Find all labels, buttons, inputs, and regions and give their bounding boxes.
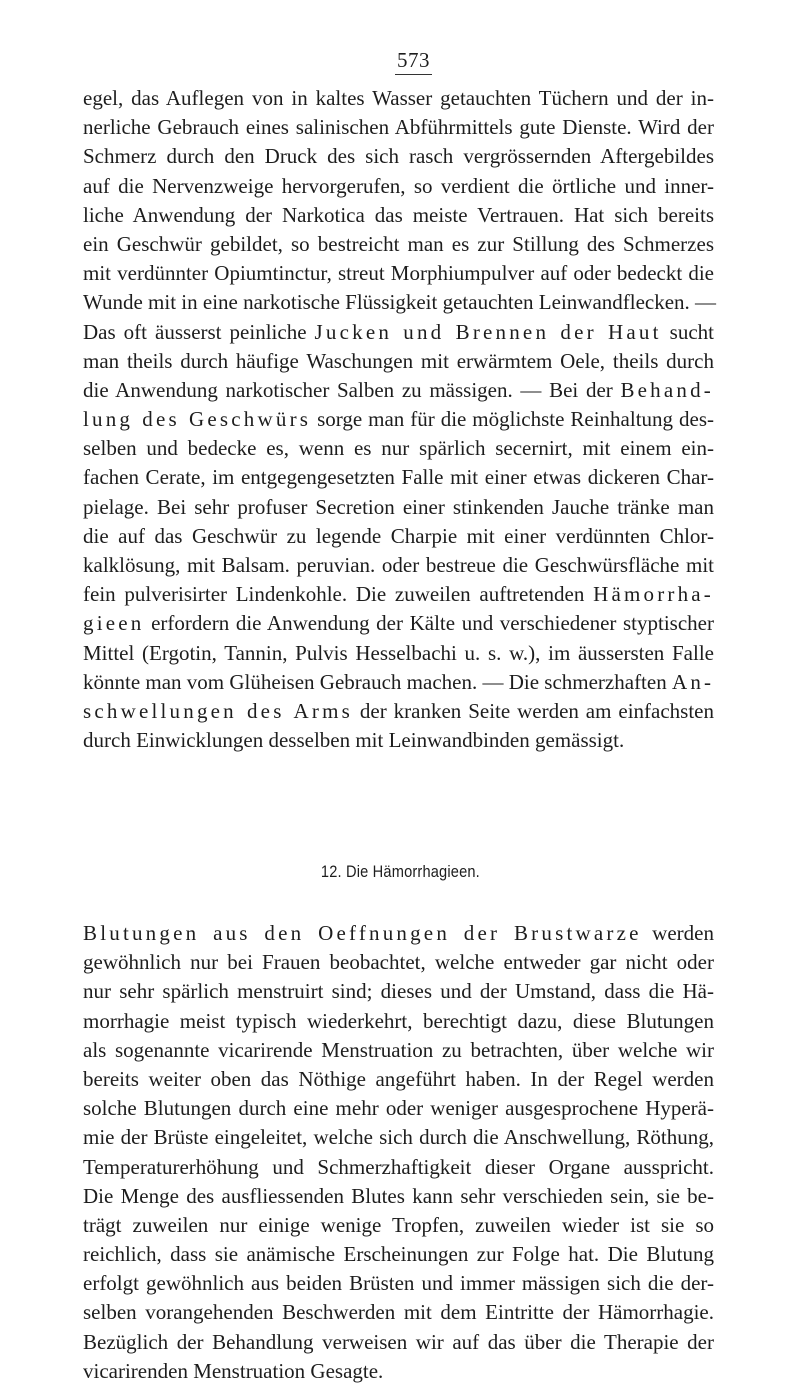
text-line: kalklösung, mit Balsam. peruvian. oder bestreue die Geschwürsfläche mit [83,553,714,577]
text-segment: Das oft äusserst peinliche [83,319,315,344]
text-line: erfolgt gewöhnlich aus beiden Brüsten und immer mässigen sich die der- [83,1271,714,1296]
text-line: Schmerz durch den Druck des sich rasch vergrössernden Aftergebildes [83,144,714,169]
text-line: ein Geschwür gebildet, so bestreicht man es zur Stillung des Schmerzes [83,231,714,256]
text-line: pielage. Bei sehr profuser Secretion einer stinkenden Jauche tränke man [83,494,714,519]
text-line: trägt zuweilen nur einige wenige Tropfen, zuweilen wieder ist sie so [83,1212,714,1237]
text-segment: erfordern die Anwendung der Kälte und verschiedener styptischer [144,611,714,636]
text-line [83,405,714,434]
text-line [83,318,714,347]
text-line: selben und bedecke es, wenn es nur spärlich secernirt, mit einem ein- [83,436,714,461]
paragraph-2 [83,919,714,1386]
text-line: fachen Cerate, im entgegengesetzten Falle mit einer etwas dickeren Char- [83,465,714,490]
text-segment: sucht [661,319,714,344]
text-line: Temperaturerhöhung und Schmerzhaftigkeit dieser Organe ausspricht. [83,1154,714,1179]
section-heading: 12. Die Hämorrhagieen. [320,862,480,881]
text-line: nerliche Gebrauch eines salinischen Abführmittels gute Dienste. Wird der [83,115,714,140]
text-segment: der kranken Seite werden am einfachsten [353,698,714,723]
text-line: die auf das Geschwür zu legende Charpie mit einer verdünnten Chlor- [83,523,714,548]
text-line: liche Anwendung der Narkotica das meiste Vertrauen. Hat sich bereits [83,202,714,227]
text-segment: fein pulverisirter Lindenkohle. Die zuweilen auftretenden [83,582,594,607]
text-line: durch Einwicklungen desselben mit Leinwandbinden gemässigt. [83,728,625,753]
text-line: man theils durch häufige Waschungen mit erwärmtem Oele, theils durch [83,348,714,373]
spaced-emphasis: schwellungen des Arms [83,698,353,723]
text-line: solche Blutungen durch eine mehr oder weniger ausgesprochene Hyperä- [83,1096,714,1121]
page-number [0,48,801,75]
spaced-emphasis: Hämorrha- [593,582,714,607]
text-line: auf die Nervenzweige hervorgerufen, so verdient die örtliche und inner- [83,173,714,198]
text-line: gewöhnlich nur bei Frauen beobachtet, welche entweder gar nicht oder [83,950,714,975]
text-line: Die Menge des ausfliessenden Blutes kann sehr verschieden sein, sie be- [83,1183,714,1208]
text-line: reichlich, dass sie anämische Erscheinungen zur Folge hat. Die Blutung [83,1242,714,1267]
spaced-emphasis: Behand- [620,377,714,402]
text-segment: werden [641,921,714,945]
text-line: Mittel (Ergotin, Tannin, Pulvis Hesselbachi u. s. w.), im äussersten Falle [83,640,714,665]
page-number-text: 573 [395,48,432,75]
spaced-emphasis: Jucken und Brennen der Haut [314,319,662,344]
text-line: bereits weiter oben das Nöthige angeführt haben. In der Regel werden [83,1066,714,1091]
text-line: mie der Brüste eingeleitet, welche sich durch die Anschwellung, Röthung, [83,1125,714,1150]
text-line: Bezüglich der Behandlung verweisen wir auf das über die Therapie der [83,1329,714,1354]
text-line [83,609,714,638]
paragraph-1 [83,84,717,755]
text-line [83,376,714,405]
text-line: mit verdünnter Opiumtinctur, streut Morphiumpulver auf oder bedeckt die [83,261,714,286]
text-line [83,580,714,609]
text-line: morrhagie meist typisch wiederkehrt, berechtigt dazu, diese Blutungen [83,1008,714,1033]
spaced-emphasis: gieen [83,611,145,636]
text-line: Wunde mit in eine narkotische Flüssigkeit getauchten Leinwandflecken. — [83,290,717,315]
text-line: vicarirenden Menstruation Gesagte. [83,1358,384,1383]
spaced-emphasis: lung des Geschwürs [83,407,312,432]
text-segment: könnte man vom Glüheisen Gebrauch machen. — Die schmerzhaften [83,669,672,694]
text-line: nur sehr spärlich menstruirt sind; dieses und der Umstand, dass die Hä- [83,979,714,1004]
text-segment: sorge man für die möglichste Reinhaltung des- [311,407,714,432]
text-line [83,919,714,948]
text-line: als sogenannte vicarirende Menstruation zu betrachten, über welche wir [83,1037,714,1062]
text-line [83,668,714,697]
spaced-emphasis: An- [671,669,715,694]
text-line: egel, das Auflegen von in kaltes Wasser getauchten Tüchern und der in- [83,86,714,110]
text-line: selben vorangehenden Beschwerden mit dem Eintritte der Hämorrhagie. [83,1300,714,1325]
text-line [83,697,714,726]
spaced-emphasis: Blutungen aus den Oeffnungen der Brustwarze [83,921,642,945]
text-segment: die Anwendung narkotischer Salben zu mässigen. — Bei der [83,377,621,402]
